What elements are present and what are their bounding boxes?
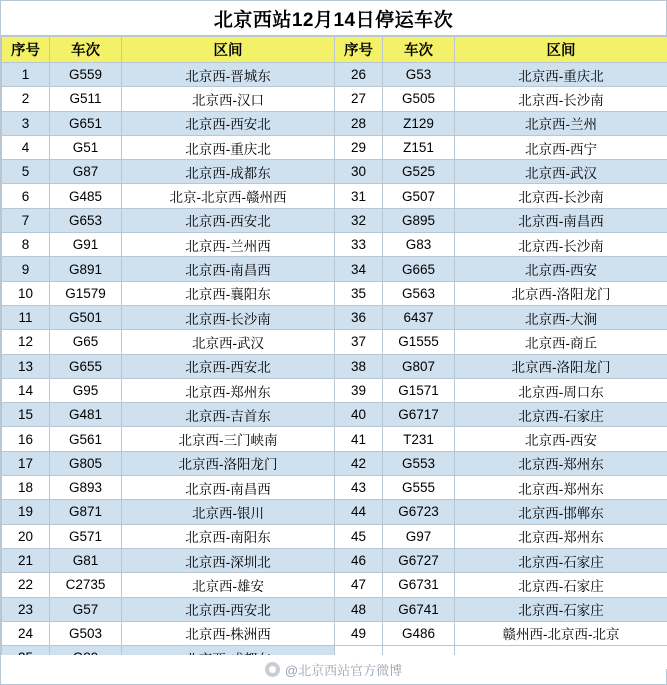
watermark-text: @北京西站官方微博 [284, 663, 403, 678]
cell-route-right: 北京西-商丘 [455, 330, 667, 354]
cell-route-right: 北京西-郑州东 [455, 451, 667, 475]
cell-no-right: 47 [335, 573, 383, 597]
cell-no-right: 36 [335, 305, 383, 329]
cell-no-right: 32 [335, 208, 383, 232]
cell-train-right: G807 [383, 354, 455, 378]
cell-train-left: G51 [50, 135, 122, 159]
table-row [2, 184, 667, 208]
column-header-train-right: 车次 [383, 37, 455, 63]
cell-no-left: 17 [2, 451, 50, 475]
table-row [2, 87, 667, 111]
cell-train-left: G561 [50, 427, 122, 451]
cell-route-right: 北京西-武汉 [455, 160, 667, 184]
cell-no-left: 21 [2, 548, 50, 572]
cell-no-right: 48 [335, 597, 383, 621]
table-row [2, 548, 667, 572]
cell-train-left: G87 [50, 160, 122, 184]
cell-route-right: 北京西-长沙南 [455, 87, 667, 111]
cell-train-left: G501 [50, 305, 122, 329]
page-title: 北京西站12月14日停运车次 [213, 9, 454, 31]
cell-route-right: 北京西-邯郸东 [455, 500, 667, 524]
cell-no-left: 12 [2, 330, 50, 354]
cell-no-left: 23 [2, 597, 50, 621]
table-row [2, 476, 667, 500]
cell-train-right: Z129 [383, 111, 455, 135]
cell-route-right: 北京西-洛阳龙门 [455, 281, 667, 305]
cell-route-right: 北京西-洛阳龙门 [455, 354, 667, 378]
cell-route-left: 北京西-南阳东 [122, 524, 335, 548]
cell-route-left: 北京西-西安北 [122, 111, 335, 135]
cell-route-left: 北京西-银川 [122, 500, 335, 524]
cell-route-left: 北京西-西安北 [122, 354, 335, 378]
cell-route-left: 北京西-南昌西 [122, 257, 335, 281]
cell-no-left: 1 [2, 63, 50, 87]
cell-route-left: 北京西-成都东 [122, 160, 335, 184]
cell-no-right: 33 [335, 233, 383, 257]
table-row [2, 63, 667, 87]
table-row [2, 573, 667, 597]
cell-train-left: G511 [50, 87, 122, 111]
cell-no-left: 14 [2, 378, 50, 402]
table-row [2, 621, 667, 645]
table-row [2, 281, 667, 305]
cell-train-right: G553 [383, 451, 455, 475]
cell-no-left: 10 [2, 281, 50, 305]
cell-no-right: 40 [335, 403, 383, 427]
cell-route-left: 北京西-三门峡南 [122, 427, 335, 451]
table-row [2, 354, 667, 378]
cell-train-right: G665 [383, 257, 455, 281]
cell-route-left: 北京西-洛阳龙门 [122, 451, 335, 475]
table-row [2, 403, 667, 427]
cell-train-right: T231 [383, 427, 455, 451]
cell-route-right: 北京西-长沙南 [455, 184, 667, 208]
cell-train-left: G893 [50, 476, 122, 500]
column-header-no-left: 序号 [2, 37, 50, 63]
cell-train-left: G65 [50, 330, 122, 354]
cell-route-right: 北京西-兰州 [455, 111, 667, 135]
table-row [2, 305, 667, 329]
cell-route-left: 北京西-重庆北 [122, 135, 335, 159]
cell-train-left: G91 [50, 233, 122, 257]
cell-route-left: 北京西-汉口 [122, 87, 335, 111]
cell-no-right: 35 [335, 281, 383, 305]
table-row [2, 233, 667, 257]
cell-train-left: G805 [50, 451, 122, 475]
cell-train-left: G95 [50, 378, 122, 402]
cell-no-left: 4 [2, 135, 50, 159]
cell-no-right: 34 [335, 257, 383, 281]
cell-route-left: 北京西-南昌西 [122, 476, 335, 500]
cell-no-right: 46 [335, 548, 383, 572]
column-header-train-left: 车次 [50, 37, 122, 63]
cell-no-left: 15 [2, 403, 50, 427]
cell-no-left: 22 [2, 573, 50, 597]
cell-no-right: 49 [335, 621, 383, 645]
cell-route-right: 北京西-石家庄 [455, 573, 667, 597]
table-row [2, 135, 667, 159]
cell-train-left: G871 [50, 500, 122, 524]
table-row [2, 208, 667, 232]
cell-no-right: 43 [335, 476, 383, 500]
cell-train-left: G891 [50, 257, 122, 281]
cell-train-left: G81 [50, 548, 122, 572]
table-row [2, 330, 667, 354]
cell-no-left: 9 [2, 257, 50, 281]
cell-train-right: G6717 [383, 403, 455, 427]
cell-route-right: 北京西-郑州东 [455, 524, 667, 548]
table-row [2, 451, 667, 475]
table-row [2, 427, 667, 451]
cell-train-right: G525 [383, 160, 455, 184]
table-body [2, 63, 667, 670]
cell-route-right: 北京西-西宁 [455, 135, 667, 159]
cell-route-left: 北京西-襄阳东 [122, 281, 335, 305]
cell-train-right: G6723 [383, 500, 455, 524]
cell-route-right: 北京西-大涧 [455, 305, 667, 329]
cell-no-left: 7 [2, 208, 50, 232]
cell-no-left: 3 [2, 111, 50, 135]
cell-no-right: 39 [335, 378, 383, 402]
cell-route-right: 北京西-石家庄 [455, 403, 667, 427]
table-row [2, 160, 667, 184]
cell-route-right: 北京西-长沙南 [455, 233, 667, 257]
cell-train-left: G655 [50, 354, 122, 378]
cell-no-right: 26 [335, 63, 383, 87]
cell-train-left: C2735 [50, 573, 122, 597]
cell-no-left: 8 [2, 233, 50, 257]
cell-route-left: 北京西-武汉 [122, 330, 335, 354]
cell-route-left: 北京西-西安北 [122, 597, 335, 621]
cell-no-left: 20 [2, 524, 50, 548]
weibo-watermark [265, 660, 402, 679]
cell-train-right: G53 [383, 63, 455, 87]
cell-train-right: G486 [383, 621, 455, 645]
table-row [2, 500, 667, 524]
cell-no-left: 2 [2, 87, 50, 111]
table-row [2, 378, 667, 402]
cell-train-left: G653 [50, 208, 122, 232]
cell-no-right: 38 [335, 354, 383, 378]
cell-no-right: 44 [335, 500, 383, 524]
cell-route-right: 北京西-西安 [455, 427, 667, 451]
cell-no-right: 31 [335, 184, 383, 208]
cell-train-right: G6731 [383, 573, 455, 597]
cell-no-right: 45 [335, 524, 383, 548]
cell-route-right: 北京西-周口东 [455, 378, 667, 402]
cell-no-right: 27 [335, 87, 383, 111]
cell-route-right: 北京西-石家庄 [455, 548, 667, 572]
cell-route-left: 北京西-郑州东 [122, 378, 335, 402]
cell-train-right: G6727 [383, 548, 455, 572]
cell-train-right: 6437 [383, 305, 455, 329]
cell-route-left: 北京-北京西-赣州西 [122, 184, 335, 208]
cell-route-right: 北京西-郑州东 [455, 476, 667, 500]
cell-no-right: 30 [335, 160, 383, 184]
cell-train-right: G895 [383, 208, 455, 232]
cell-no-right: 41 [335, 427, 383, 451]
cell-route-left: 北京西-深圳北 [122, 548, 335, 572]
cell-route-left: 北京西-长沙南 [122, 305, 335, 329]
cell-train-right: G1555 [383, 330, 455, 354]
cell-train-right: G563 [383, 281, 455, 305]
cell-no-left: 18 [2, 476, 50, 500]
footer [1, 655, 666, 684]
weibo-icon [265, 662, 280, 677]
cell-train-right: G1571 [383, 378, 455, 402]
cell-route-left: 北京西-雄安 [122, 573, 335, 597]
cell-no-left: 5 [2, 160, 50, 184]
cell-no-left: 19 [2, 500, 50, 524]
document-title-bar [1, 1, 666, 36]
table-row [2, 111, 667, 135]
cell-no-right: 42 [335, 451, 383, 475]
table-header-row [2, 37, 667, 63]
cell-train-right: G507 [383, 184, 455, 208]
cell-no-left: 24 [2, 621, 50, 645]
column-header-no-right: 序号 [335, 37, 383, 63]
cell-train-right: G97 [383, 524, 455, 548]
table-row [2, 597, 667, 621]
cell-no-right: 28 [335, 111, 383, 135]
cell-train-right: Z151 [383, 135, 455, 159]
cell-no-left: 6 [2, 184, 50, 208]
cell-train-left: G571 [50, 524, 122, 548]
cell-no-right: 29 [335, 135, 383, 159]
cell-train-left: G559 [50, 63, 122, 87]
cell-route-left: 北京西-兰州西 [122, 233, 335, 257]
cell-route-right: 北京西-西安 [455, 257, 667, 281]
table-row [2, 257, 667, 281]
cell-train-right: G83 [383, 233, 455, 257]
table-row [2, 524, 667, 548]
cell-route-left: 北京西-吉首东 [122, 403, 335, 427]
cell-train-left: G503 [50, 621, 122, 645]
cell-no-left: 13 [2, 354, 50, 378]
cell-route-right: 北京西-重庆北 [455, 63, 667, 87]
cell-route-right: 赣州西-北京西-北京 [455, 621, 667, 645]
cell-route-left: 北京西-株洲西 [122, 621, 335, 645]
cell-route-right: 北京西-南昌西 [455, 208, 667, 232]
cell-no-left: 11 [2, 305, 50, 329]
cell-train-left: G651 [50, 111, 122, 135]
cell-no-right: 37 [335, 330, 383, 354]
cell-route-left: 北京西-西安北 [122, 208, 335, 232]
cell-train-left: G1579 [50, 281, 122, 305]
cell-route-left: 北京西-晋城东 [122, 63, 335, 87]
cell-train-right: G6741 [383, 597, 455, 621]
cell-no-left: 16 [2, 427, 50, 451]
suspended-trains-table [1, 36, 667, 670]
cell-train-left: G57 [50, 597, 122, 621]
cell-train-right: G505 [383, 87, 455, 111]
column-header-route-right: 区间 [455, 37, 667, 63]
cell-train-left: G485 [50, 184, 122, 208]
cell-train-right: G555 [383, 476, 455, 500]
column-header-route-left: 区间 [122, 37, 335, 63]
cell-train-left: G481 [50, 403, 122, 427]
cell-route-right: 北京西-石家庄 [455, 597, 667, 621]
